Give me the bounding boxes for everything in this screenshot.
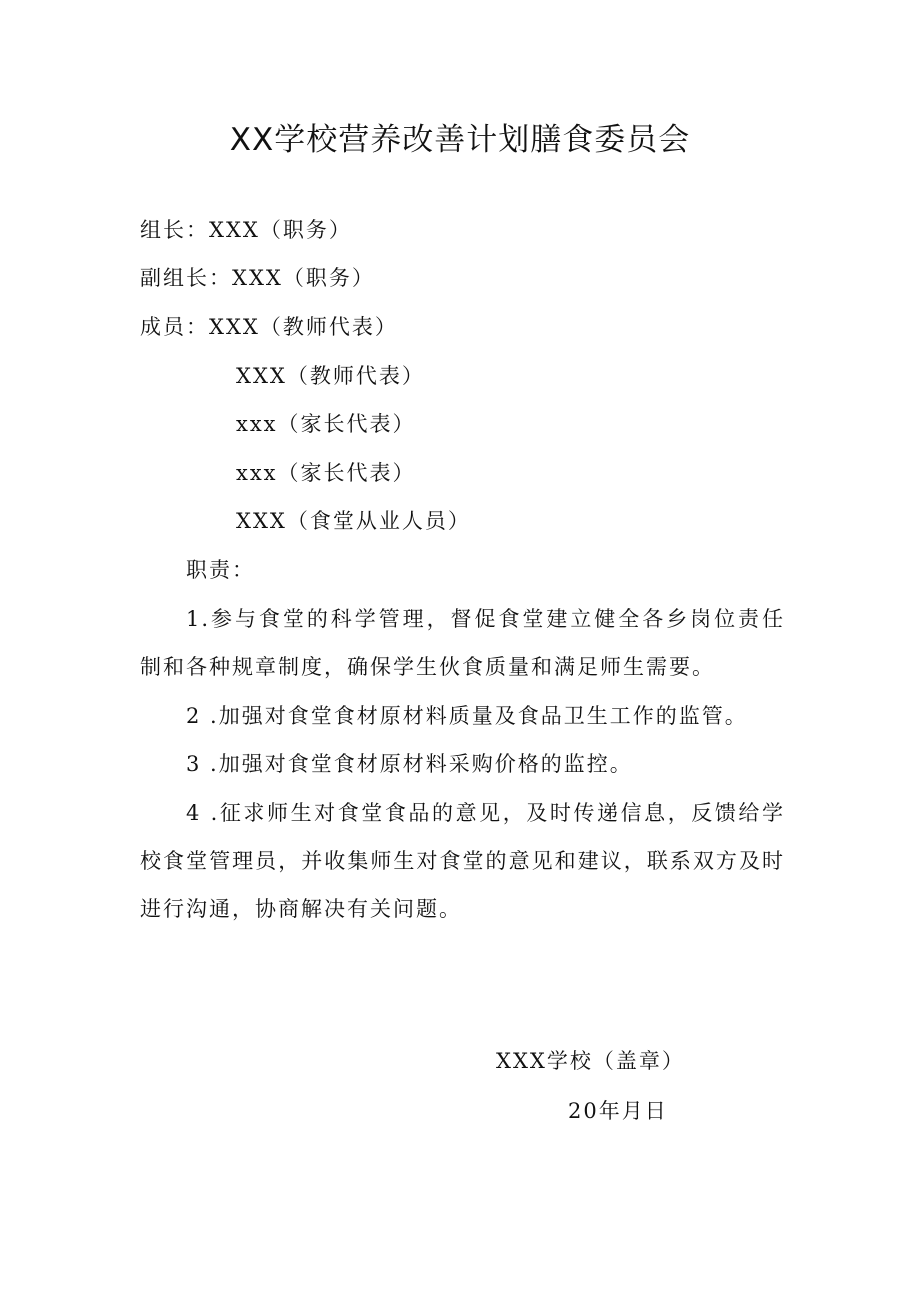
- member-item: XXX（食堂从业人员）: [236, 509, 471, 533]
- duty-item: 2 .加强对食堂食材原材料质量及食品卫生工作的监管。: [186, 704, 748, 728]
- deputy-leader-line: 副组长：XXX（职务）: [140, 266, 375, 290]
- duty-item: 3 .加强对食堂食材原材料采购价格的监控。: [186, 752, 633, 776]
- member-item: XXX（教师代表）: [236, 364, 425, 388]
- date-line: 20年月日: [568, 1099, 668, 1123]
- duty-item: 1.参与食堂的科学管理，督促食堂建立健全各乡岗位责任制和各种规章制度，确保学生伙食质量和满足师生需要。: [140, 607, 785, 679]
- member-item: xxx（家长代表）: [236, 412, 416, 436]
- document-title: XX学校营养改善计划膳食委员会: [229, 122, 691, 158]
- signature-line: XXX学校（盖章）: [496, 1049, 685, 1073]
- leader-line: 组长：XXX（职务）: [140, 218, 352, 242]
- members-line: 成员：XXX（教师代表）: [140, 315, 398, 339]
- member-item: xxx（家长代表）: [236, 461, 416, 485]
- duty-item: 4 .征求师生对食堂食品的意见，及时传递信息，反馈给学校食堂管理员，并收集师生对食堂的意见和建议，联系双方及时进行沟通，协商解决有关问题。: [140, 801, 785, 921]
- duties-heading: 职责：: [186, 558, 255, 582]
